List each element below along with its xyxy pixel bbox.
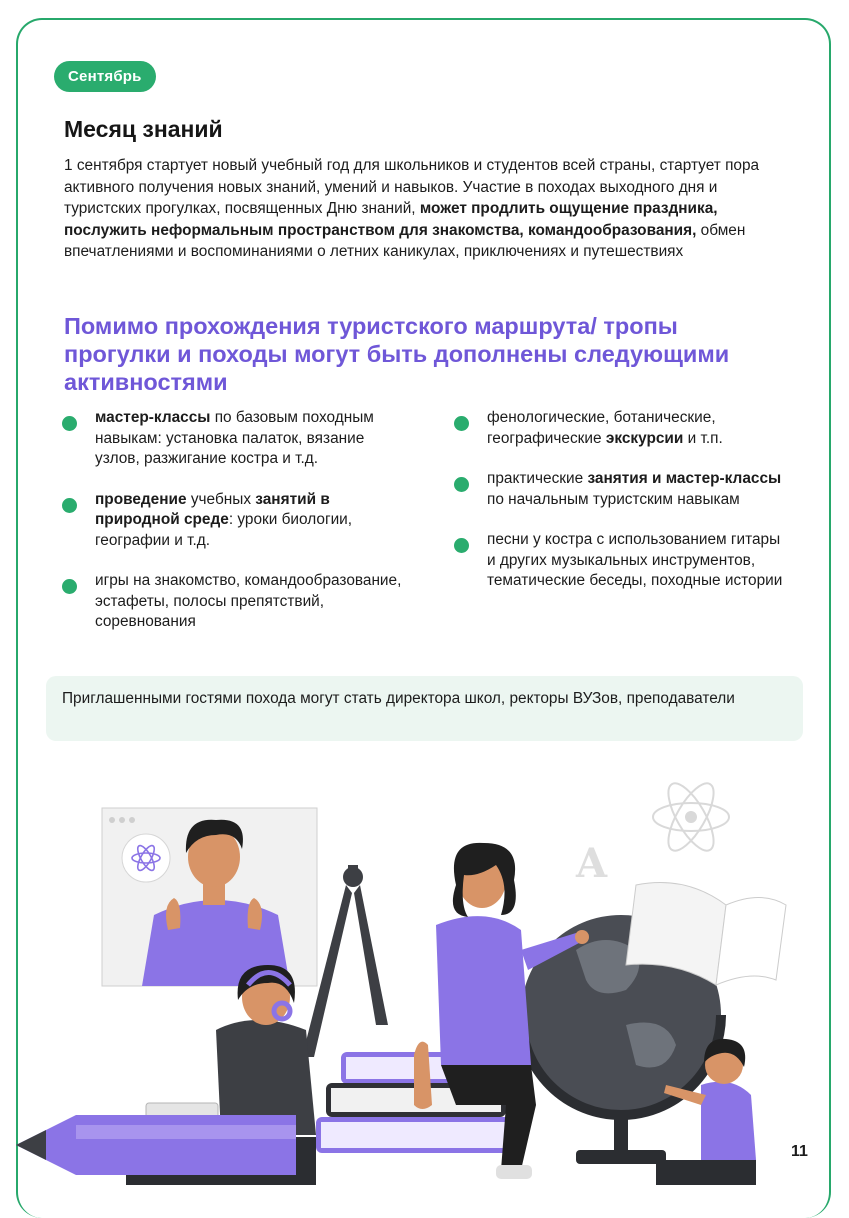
list-item: мастер-классы по базовым походным навыкам: установка палаток, вязание узлов, разжигание костра и т.д. (62, 408, 407, 470)
intro-text-2: обмен впечатлениями и воспоминаниями о летних каникулах, приключениях и путешествиях (64, 221, 746, 260)
list-item: проведение учебных занятий в природной среде: уроки биологии, географии и т.д. (62, 490, 407, 552)
bullet-dot-icon (62, 498, 77, 513)
video-call-window (102, 808, 317, 986)
bullet-dot-icon (62, 416, 77, 431)
pencil-icon (16, 1115, 296, 1175)
page-number: 11 (791, 1143, 808, 1160)
list-item: практические занятия и мастер-классы по начальным туристским навыкам (454, 469, 784, 510)
activities-list-right (454, 408, 784, 612)
intro-text-1: 1 сентября стартует новый учебный год для школьников и студентов всей страны, стартует пора активного получения новых знаний, умений и навыков. Участие в походах выходного дня и туристских прогулках, посвященных Дню знаний, (64, 157, 760, 217)
list-item: фенологические, ботанические, географические экскурсии и т.п. (454, 408, 784, 449)
intro-text-bold: может продлить ощущение праздника, послужить неформальным пространством для знакомства, командообразования, (64, 200, 718, 239)
month-badge: Сентябрь (54, 61, 156, 92)
section-title: Месяц знаний (64, 116, 223, 142)
atom-icon (653, 777, 729, 857)
bullet-dot-icon (454, 538, 469, 553)
guest-note-box: Приглашенными гостями похода могут стать директора школ, ректоры ВУЗов, преподаватели (46, 676, 803, 741)
intro-paragraph (64, 155, 764, 263)
list-item: песни у костра с использованием гитары и других музыкальных инструментов, тематические беседы, походные истории (454, 530, 784, 592)
education-illustration (16, 765, 831, 1200)
list-item: игры на знакомство, командообразование, эстафеты, полосы препятствий, соревнования (62, 571, 407, 633)
activities-heading: Помимо прохождения туристского маршрута/ тропы прогулки и походы могут быть дополнены следующими активностями (64, 313, 730, 395)
bullet-dot-icon (454, 416, 469, 431)
activities-list-left (62, 408, 407, 653)
bullet-dot-icon (454, 477, 469, 492)
bullet-dot-icon (62, 579, 77, 594)
letter-a-decoration: A (576, 840, 608, 887)
